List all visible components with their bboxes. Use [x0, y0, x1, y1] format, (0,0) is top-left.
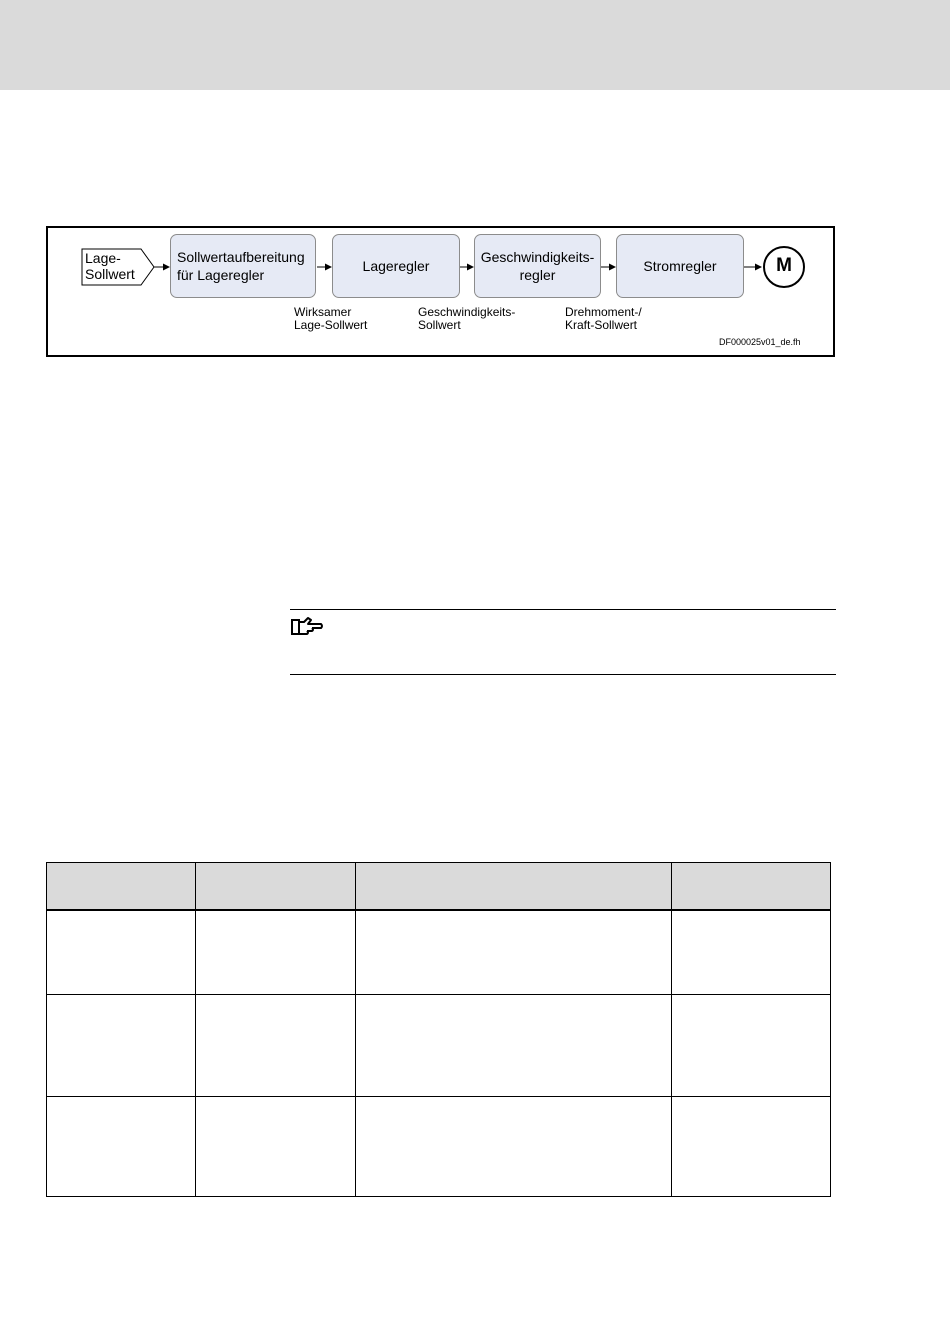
- table-cell: [47, 994, 196, 1096]
- table-cell: [47, 910, 196, 994]
- block-label: Stromregler: [643, 258, 717, 274]
- table-row: [47, 910, 831, 994]
- table-cell: [196, 910, 356, 994]
- control-loop-diagram: [46, 226, 835, 357]
- motor-label: M: [776, 255, 792, 276]
- table-cell: [672, 994, 831, 1096]
- block-current-controller: [616, 234, 744, 298]
- signal-label: Geschwindigkeits- Sollwert: [418, 305, 516, 332]
- note-top-rule: [290, 609, 836, 610]
- pointing-hand-icon: [290, 616, 324, 638]
- signal-label: Wirksamer Lage-Sollwert: [294, 305, 368, 332]
- table-cell: [47, 1096, 196, 1196]
- table-cell: [356, 910, 672, 994]
- table-header-row: [47, 863, 831, 911]
- table-header-cell: [356, 863, 672, 911]
- page-header-band: [0, 0, 950, 90]
- block-position-controller: [332, 234, 460, 298]
- table-cell: [672, 910, 831, 994]
- input-label: Lage- Sollwert: [85, 250, 135, 282]
- table-cell: [196, 1096, 356, 1196]
- table-cell: [356, 994, 672, 1096]
- table-header-cell: [196, 863, 356, 911]
- table-cell: [356, 1096, 672, 1196]
- table-cell: [672, 1096, 831, 1196]
- table-row: [47, 994, 831, 1096]
- block-label: Lageregler: [362, 258, 430, 274]
- signal-label: Drehmoment-/ Kraft-Sollwert: [565, 305, 642, 332]
- table-header-cell: [47, 863, 196, 911]
- parameter-table: [46, 862, 831, 1197]
- block-setpoint-processing: [170, 234, 316, 298]
- block-velocity-controller: [474, 234, 601, 298]
- figure-id: DF000025v01_de.fh: [719, 337, 801, 347]
- table-row: [47, 1096, 831, 1196]
- block-label: Geschwindigkeits- regler: [480, 249, 595, 283]
- block-label: Sollwertaufbereitung für Lageregler: [177, 249, 305, 283]
- table-cell: [196, 994, 356, 1096]
- note-bottom-rule: [290, 674, 836, 675]
- table-header-cell: [672, 863, 831, 911]
